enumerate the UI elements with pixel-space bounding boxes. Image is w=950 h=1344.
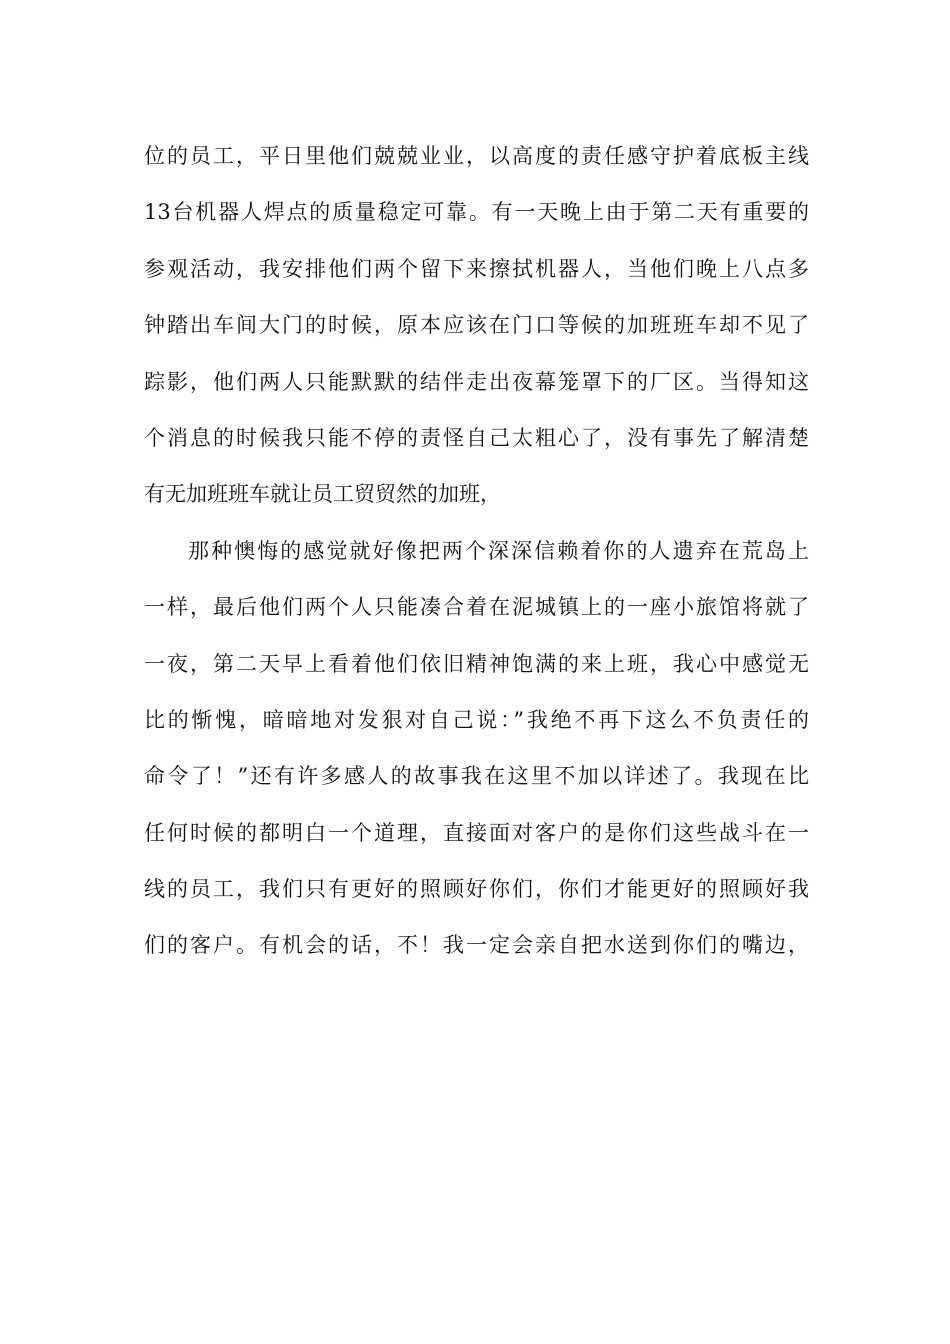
text-line: 线的员工，我们只有更好的照顾好你们，你们才能更好的照顾好我 <box>144 877 809 902</box>
text-line: 比的惭愧，暗暗地对发狠对自己说：”我绝不再下这么不负责任的 <box>144 707 809 732</box>
text-line: 踪影，他们两人只能默默的结伴走出夜幕笼罩下的厂区。当得知这 <box>144 369 809 394</box>
text-line: 命令了！”还有许多感人的故事我在这里不加以详述了。我现在比 <box>144 764 809 789</box>
text-line: 参观活动，我安排他们两个留下来擦拭机器人，当他们晚上八点多 <box>144 256 809 281</box>
text-line: 13台机器人焊点的质量稳定可靠。有一天晚上由于第二天有重要的 <box>144 200 809 225</box>
text-line: 一夜，第二天早上看着他们依旧精神饱满的来上班，我心中感觉无 <box>144 651 809 676</box>
text-line: 们的客户。有机会的话，不！我一定会亲自把水送到你们的嘴边， <box>144 933 809 958</box>
body-text <box>144 128 809 974</box>
text-line: 任何时候的都明白一个道理，直接面对客户的是你们这些战斗在一 <box>144 820 809 845</box>
text-line: 位的员工，平日里他们兢兢业业，以高度的责任感守护着底板主线 <box>144 144 809 168</box>
text-line: 钟踏出车间大门的时候，原本应该在门口等候的加班班车却不见了 <box>144 313 809 338</box>
text-line: 个消息的时候我只能不停的责怪自己太粗心了，没有事先了解清楚 <box>144 425 809 450</box>
text-line: 一样，最后他们两个人只能凑合着在泥城镇上的一座小旅馆将就了 <box>144 595 809 620</box>
paragraph-end-line: 有无加班班车就让员工贸贸然的加班， <box>144 482 501 507</box>
paragraph-start-line: 那种懊悔的感觉就好像把两个深深信赖着你的人遗弃在荒岛上 <box>188 538 809 563</box>
